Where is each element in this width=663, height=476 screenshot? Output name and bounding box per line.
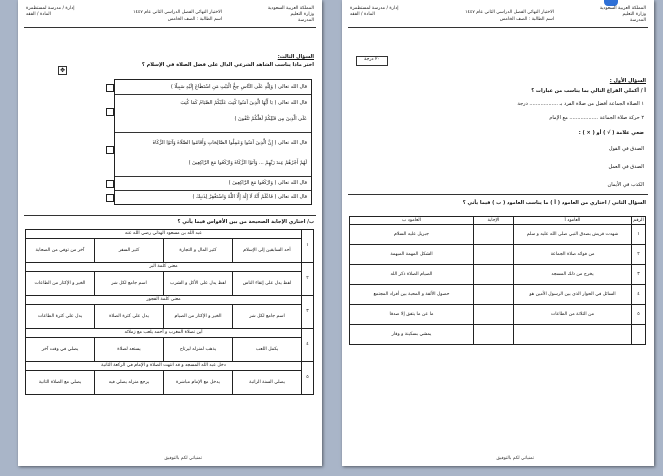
header-divider: [348, 27, 648, 28]
verses-table: [114, 79, 312, 205]
verses-row-divider: [115, 176, 311, 177]
mcq-option[interactable]: يدخل مع الإمام مباشرة: [164, 371, 233, 395]
match-number: ٥: [632, 305, 646, 325]
match-column-a: شهدت قريش بصدق النبي صلى الله عليه و سلم: [514, 225, 632, 245]
verses-row-divider: [115, 190, 311, 191]
match-column-b: الصيام الصلاة ذكر الله: [350, 265, 474, 285]
header-subtitle: اسم الطالبة : الصف الخامس: [167, 17, 222, 22]
header-left-line-1: إدارة / مدرسة لمستظمرة: [350, 6, 399, 11]
match-table: [349, 216, 646, 345]
header-title: الاختبار النهائي الفصل الدراسي الثاني عام ١٤٤٧: [465, 10, 554, 15]
match-column-a: [514, 325, 632, 345]
verse-5: قال الله تعالى ( فَاعْلَمْ أَنَّهُ لَا إِلَٰهَ إِلَّا اللَّهُ وَاسْتَغْفِرْ لِذَنبِكَ ): [192, 194, 307, 200]
mcq-number: ٤: [302, 329, 314, 362]
q3-title: السؤال الثالث:: [277, 54, 314, 60]
match-answer-cell[interactable]: [474, 305, 514, 325]
match-column-b: حصول الألفة و المحبة بين أفراد المجتمع: [350, 285, 474, 305]
verses-row-divider: [115, 132, 311, 133]
header-right-line-3: المدرسة: [298, 18, 314, 23]
match-number: [632, 325, 646, 345]
match-answer-cell[interactable]: [474, 325, 514, 345]
fill-label-3: الكذب في الأيمان: [607, 182, 644, 188]
mcq-option[interactable]: يستعد لصلاة: [95, 338, 164, 362]
checkbox[interactable]: [106, 146, 114, 154]
match-column-b: ما عن ما يتفق إلا صدقا: [350, 305, 474, 325]
mcq-option[interactable]: اسم جامع لكل شر: [233, 305, 302, 329]
header-left-line-2: المادة / الفقه: [26, 12, 51, 17]
verse-2b: عَلَى الَّذِينَ مِن قَبْلِكُمْ لَعَلَّكُمْ تَتَّقُونَ ): [234, 116, 307, 122]
verses-row-divider: [115, 94, 311, 95]
fill-label-2: الصدق في العمل: [608, 164, 644, 170]
mcq-number: ٢: [302, 263, 314, 296]
q2-title: السؤال الثاني / اختاري من العامود ( أ ) ما يناسب العامود ( ب ) فيما يأتي ؟: [462, 200, 646, 206]
q3-prompt: اختر ماذا يناسب الشاهد الشرعي الدال على فضل الصلاة في الإسلام ؟: [141, 62, 314, 68]
mcq-option[interactable]: آخر من توفي من الصحابة: [25, 239, 94, 263]
match-number: ٣: [632, 265, 646, 285]
q1-prompt: أ / أكملي الفراغ التالي بما يناسب من عبارات ؟: [531, 88, 646, 94]
section-divider: [348, 194, 648, 195]
header-subtitle: اسم الطالبة : الصف الخامس: [499, 17, 554, 22]
exam-page-left: [18, 0, 322, 466]
header-right-line-1: المملكة العربية السعودية: [599, 6, 646, 11]
exam-page-right: [342, 0, 654, 466]
header-right-line-2: وزارة التعليم: [622, 12, 646, 17]
mcq-option[interactable]: الخير و الإكثار من الطاعات: [25, 272, 94, 296]
col-header-b: العامود ب: [350, 217, 474, 225]
fill-line-1: ١ الصلاة الجماعة أفضل من صلاة الفرد بـ .................. درجة: [517, 101, 644, 107]
checkbox[interactable]: [106, 108, 114, 116]
mcq-option[interactable]: كثير المال و التجارة: [164, 239, 233, 263]
q1-title: السؤال الأول :: [609, 78, 646, 84]
mcq-option[interactable]: يكمل اللعب: [233, 338, 302, 362]
match-column-a: من فوائد صلاة الجماعة: [514, 245, 632, 265]
verse-4: قال الله تعالى ( وَارْكَعُوا مَعَ الرَّاكِعِينَ ): [228, 180, 307, 186]
mcq-table: [25, 229, 314, 395]
header-title: الاختبار النهائي الفصل الدراسي الثاني عام ١٤٤٧: [133, 10, 222, 15]
mcq-option[interactable]: اسم جامع لكل شر: [95, 272, 164, 296]
header-left-line-2: المادة / الفقه: [350, 12, 375, 17]
match-number: ٤: [632, 285, 646, 305]
header-left-line-1: إدارة / مدرسة لمستظمرة: [26, 6, 75, 11]
fill-line-2: ٢ حركة صلاة الجماعة .................. مع الإمام: [549, 115, 644, 121]
match-answer-cell[interactable]: [474, 265, 514, 285]
header-right-line-3: المدرسة: [630, 18, 646, 23]
mcq-option[interactable]: يذهب لمنزله ليرتاح: [164, 338, 233, 362]
verse-3b: لَهُمْ أَجْرُهُمْ عِندَ رَبِّهِمْ ... وَآتَوُا الزَّكَاةَ وَارْكَعُوا مَعَ الرَّاكِعِينَ ): [188, 160, 307, 166]
mcq-number: ١: [302, 230, 314, 263]
match-number: ١: [632, 225, 646, 245]
mcq-question: دخل عبد الله المسجد و قد انتهت الصلاة و الإمام في الركعة الثانية: [25, 362, 301, 371]
mcq-question: أين تصلاة المغرب و أحمد يلعب مع زملائه: [25, 329, 301, 338]
score-box: ٢٠ درجة: [356, 56, 388, 66]
match-column-b: يمشي بسكينة و وقار: [350, 325, 474, 345]
match-answer-cell[interactable]: [474, 245, 514, 265]
col-header-answer: الإجابة: [474, 217, 514, 225]
col-header-a: العامود أ: [514, 217, 632, 225]
mcq-question: عبد الله بن مسعود الهذلي رضي الله عنه: [25, 230, 301, 239]
match-column-a: من الثلاثة من الطاعات: [514, 305, 632, 325]
footer-note: تمنياتي لكم بالتوفيق: [164, 456, 202, 461]
mcq-option[interactable]: أحد السابقين إلى الإسلام: [233, 239, 302, 263]
verse-2a: قال الله تعالى ( يَا أَيُّهَا الَّذِينَ آمَنُوا كُتِبَ عَلَيْكُمُ الصِّيَامُ كَمَا كُتِبَ: [180, 100, 307, 106]
mcq-option[interactable]: يدل على كثرة الطاعات: [25, 305, 94, 329]
mcq-question: معنى كلمة البر: [25, 263, 301, 272]
section-divider: [24, 215, 316, 216]
col-header-number: الرقم: [633, 217, 644, 223]
table-move-handle[interactable]: ✥: [59, 67, 66, 74]
mcq-option[interactable]: الخير و الإكثار من الصيام: [164, 305, 233, 329]
mcq-option[interactable]: يصلي في وقت آخر: [25, 338, 94, 362]
header-divider: [24, 27, 316, 28]
checkbox[interactable]: [106, 194, 114, 202]
checkbox[interactable]: [106, 84, 114, 92]
footer-note: تمنياتي لكم بالتوفيق: [496, 456, 534, 461]
match-column-b: الشكل المهمة المبهمة: [350, 245, 474, 265]
header-right-line-2: وزارة التعليم: [290, 12, 314, 17]
match-column-a: السائل في الحوار الذي بين الرسول الأمين هو: [514, 285, 632, 305]
checkbox[interactable]: [106, 180, 114, 188]
match-answer-cell[interactable]: [474, 285, 514, 305]
qb-title: ب/ اختاري الإجابة الصحيحة من بين الأقواس فيما يأتي ؟: [177, 219, 314, 225]
mcq-number: ٣: [302, 296, 314, 329]
match-answer-cell[interactable]: [474, 225, 514, 245]
mcq-option[interactable]: يدل على كثرة الصلاة: [95, 305, 164, 329]
mcq-number: ٥: [302, 362, 314, 395]
mcq-option[interactable]: لفظ يدل على إتقاء الناس: [233, 272, 302, 296]
fill-label-1: الصدق في القول: [608, 146, 644, 152]
mcq-question: معنى كلمة الفجور: [25, 296, 301, 305]
header-right-line-1: المملكة العربية السعودية: [267, 6, 314, 11]
verse-3a: قال الله تعالى ( إِنَّ الَّذِينَ آمَنُوا وَعَمِلُوا الصَّالِحَاتِ وَأَقَامُوا الصَّلَاةَ وَآتَوُا الزَّكَاةَ: [152, 140, 307, 146]
match-column-b: جبريل عليه السلام: [350, 225, 474, 245]
match-number: ٢: [632, 245, 646, 265]
verse-1: قال الله تعالى ( وَلِلَّهِ عَلَى النَّاسِ حِجُّ الْبَيْتِ مَنِ اسْتَطَاعَ إِلَيْهِ سَبِيلًا ): [170, 84, 307, 90]
mcq-option[interactable]: كثير السفر: [95, 239, 164, 263]
mcq-option[interactable]: يرجع منزله يصلي فيه: [95, 371, 164, 395]
mcq-option[interactable]: لفظ يدل على الأكل و الشرب: [164, 272, 233, 296]
mcq-option[interactable]: يصلي السنة الراتبة: [233, 371, 302, 395]
mcq-option[interactable]: يصلي مع الصلاة الثانية: [25, 371, 94, 395]
match-column-a: يخرج من ذلك المسجد: [514, 265, 632, 285]
fill-line-3: ضعي علامة ( √ ) أو ( × ) :: [578, 130, 644, 136]
